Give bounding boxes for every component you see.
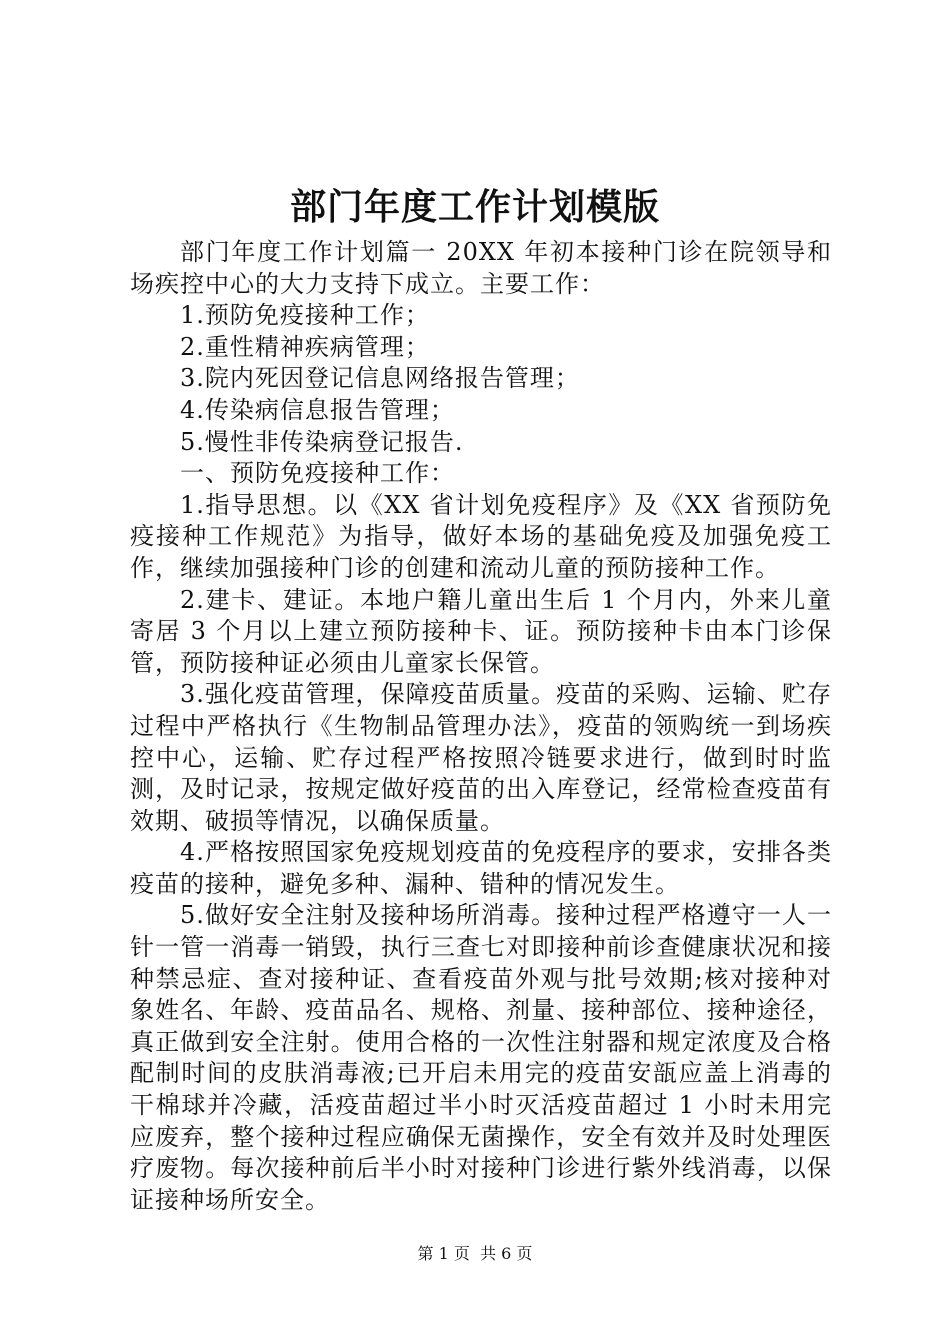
page-footer xyxy=(0,1243,950,1265)
paragraph: 部门年度工作计划篇一 20XX 年初本接种门诊在院领导和场疾控中心的大力支持下成立。主要工作： xyxy=(130,238,832,298)
paragraph: 5.做好安全注射及接种场所消毒。接种过程严格遵守一人一针一管一消毒一销毁，执行三查七对即接种前诊查健康状况和接种禁忌症、查对接种证、查看疫苗外观与批号效期;核对接种对象姓名、年龄、疫苗品名、规格、剂量、接种部位、接种途径，真正做到安全注射。使用合格的一次性注射器和规定浓度及合格配制时间的皮肤消毒液;已开启未用完的疫苗安瓿应盖上消毒的干棉球并冷藏，活疫苗超过半小时灭活疫苗超过 1 小时未用完应废弃，整个接种过程应确保无菌操作，安全有效并及时处理医疗废物。每次接种前后半小时对接种门诊进行紫外线消毒，以保证接种场所安全。 xyxy=(130,901,832,1214)
document-body xyxy=(130,237,832,1216)
page-number: 第 1 页 xyxy=(417,1244,470,1263)
document-title: 部门年度工作计划模版 xyxy=(289,187,660,228)
paragraph: 5.慢性非传染病登记报告. xyxy=(180,427,464,456)
paragraph: 1.预防免疫接种工作； xyxy=(180,301,430,330)
paragraph: 3.院内死因登记信息网络报告管理； xyxy=(180,364,580,393)
paragraph: 2.建卡、建证。本地户籍儿童出生后 1 个月内，外来儿童寄居 3 个月以上建立预防接种卡、证。预防接种卡由本门诊保管，预防接种证必须由儿童家长保管。 xyxy=(130,585,832,677)
page-total: 共 6 页 xyxy=(480,1244,533,1263)
paragraph: 4.严格按照国家免疫规划疫苗的免疫程序的要求，安排各类疫苗的接种，避免多种、漏种、错种的情况发生。 xyxy=(130,838,832,898)
paragraph: 一、预防免疫接种工作： xyxy=(180,459,455,488)
paragraph: 2.重性精神疾病管理； xyxy=(180,332,430,361)
paragraph: 3.强化疫苗管理，保障疫苗质量。疫苗的采购、运输、贮存过程中严格执行《生物制品管理办法》，疫苗的领购统一到场疾控中心，运输、贮存过程严格按照冷链要求进行，做到时时监测，及时记录，按规定做好疫苗的出入库登记，经常检查疫苗有效期、破损等情况，以确保质量。 xyxy=(130,680,832,835)
paragraph: 4.传染病信息报告管理； xyxy=(180,395,455,424)
paragraph: 1.指导思想。以《XX 省计划免疫程序》及《XX 省预防免疫接种工作规范》为指导，做好本场的基础免疫及加强免疫工作，继续加强接种门诊的创建和流动儿童的预防接种工作。 xyxy=(130,490,832,582)
